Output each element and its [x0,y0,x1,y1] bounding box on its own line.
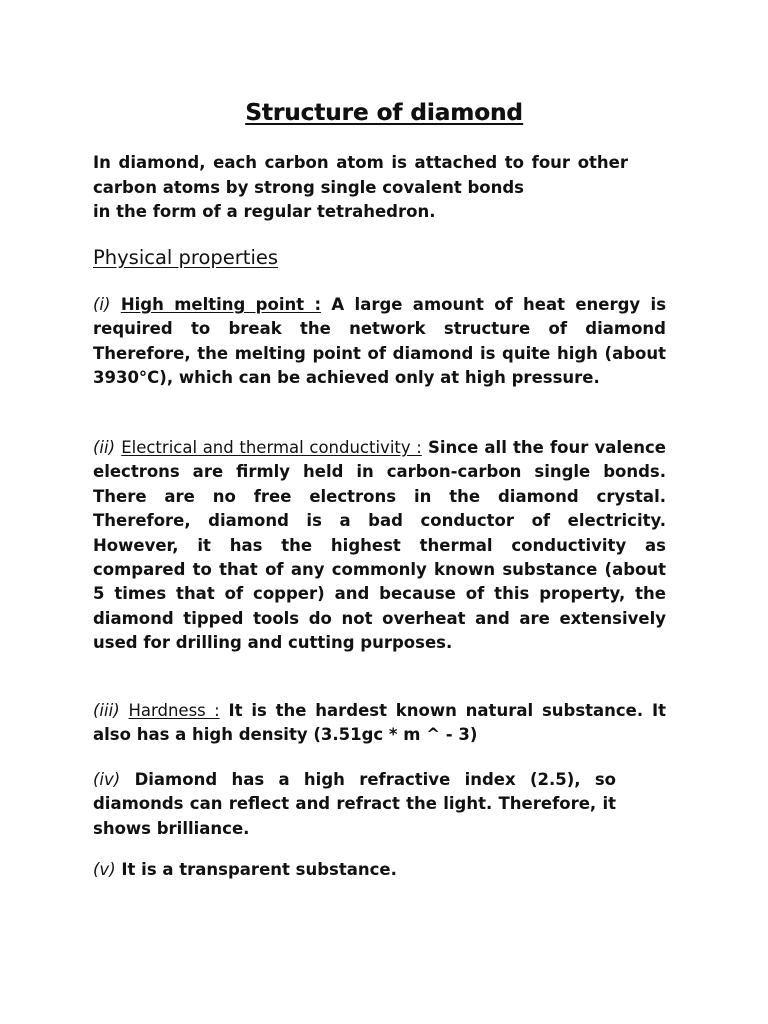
property-key: Hardness : [128,701,220,720]
property-item-hardness [93,699,666,748]
property-number: (ii) [93,438,116,457]
property-text: It is the hardest known natural substance. It also has a high density (3.51gc * m ^ - 3) [93,701,666,745]
document-title: Structure of diamond [245,100,523,126]
property-item-conductivity [93,436,666,656]
property-text: A large amount of heat energy is required to break the network structure of diamond Therefore, the melting point of diamond is quite high (about 3930°C), which can be achieved only at high pressure. [93,295,667,388]
property-number: (v) [93,860,116,879]
intro-paragraph [93,151,628,225]
property-item-melting-point [93,293,666,391]
intro-text: In diamond, each carbon atom is attached to four other carbon atoms by strong single covalent bonds [93,153,628,197]
property-item-refractive-index [93,768,616,841]
property-text: Since all the four valence electrons are firmly held in carbon-carbon single bonds. There are no free electrons in the diamond crystal. Therefore, diamond is a bad conductor of electricity. However, it has the highest thermal conductivity as compared to that of any commonly known substance (about 5 times that of copper) and because of this property, the diamond tipped tools do not overheat and are extensively used for drilling and cutting purposes. [93,438,666,653]
property-text: It is a transparent substance. [121,860,397,879]
section-heading: Physical properties [93,246,279,269]
property-number: (iv) [93,770,121,789]
property-number: (iii) [93,701,120,720]
property-key: High melting point : [120,295,322,314]
intro-text-last-line: in the form of a regular tetrahedron. [93,202,436,221]
property-text: Diamond has a high refractive index (2.5), so diamonds can reflect and refract the light. Therefore, it shows brilliance. [93,770,616,838]
property-key: Electrical and thermal conductivity : [121,438,422,457]
property-number: (i) [93,295,111,314]
property-item-transparency [93,858,666,882]
